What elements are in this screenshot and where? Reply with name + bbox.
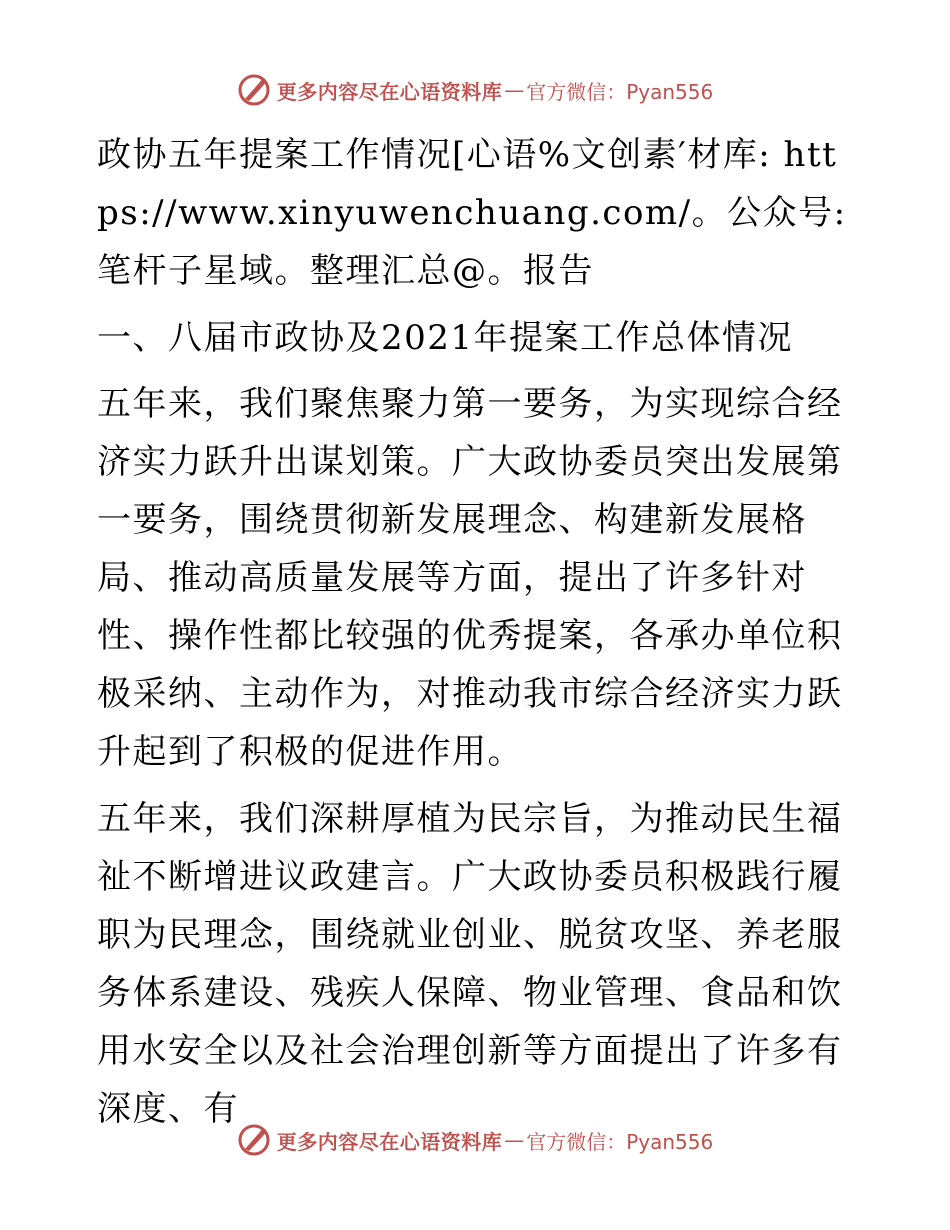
footer-banner (0, 1120, 950, 1160)
banner-wechat: 官方微信：Pyan556 (526, 79, 714, 104)
pen-logo-icon (237, 1123, 271, 1157)
banner-text: 更多内容尽在心语资料库 (276, 1129, 503, 1154)
document-body (97, 126, 857, 1147)
section-heading: 一、八届市政协及2021年提案工作总体情况 (97, 318, 794, 358)
banner-dash: — (504, 78, 525, 102)
paragraph-1: 五年来，我们聚焦聚力第一要务，为实现综合经济实力跃升出谋划策。广大政协委员突出发展第一要务，围绕贯彻新发展理念、构建新发展格局、推动高质量发展等方面，提出了许多针对性、操作性都比较强的优秀提案，各承办单位积极采纳、主动作为，对推动我市综合经济实力跃升起到了积极的促进作用。 (97, 384, 843, 772)
pen-logo-icon (237, 73, 271, 107)
document-title: 政协五年提案工作情况[心语%文创素′材库: https://www.xinyuwenchuang.com/。公众号: 笔杆子星域。整理汇总@。报告 (97, 135, 847, 291)
banner-text: 更多内容尽在心语资料库 (276, 79, 503, 104)
banner-dash: — (504, 1128, 525, 1152)
header-banner (0, 70, 950, 110)
paragraph-2: 五年来，我们深耕厚植为民宗旨，为推动民生福祉不断增进议政建言。广大政协委员积极践行履职为民理念，围绕就业创业、脱贫攻坚、养老服务体系建设、残疾人保障、物业管理、食品和饮用水安全以及社会治理创新等方面提出了许多有深度、有 (97, 799, 843, 1129)
banner-wechat: 官方微信：Pyan556 (526, 1129, 714, 1154)
